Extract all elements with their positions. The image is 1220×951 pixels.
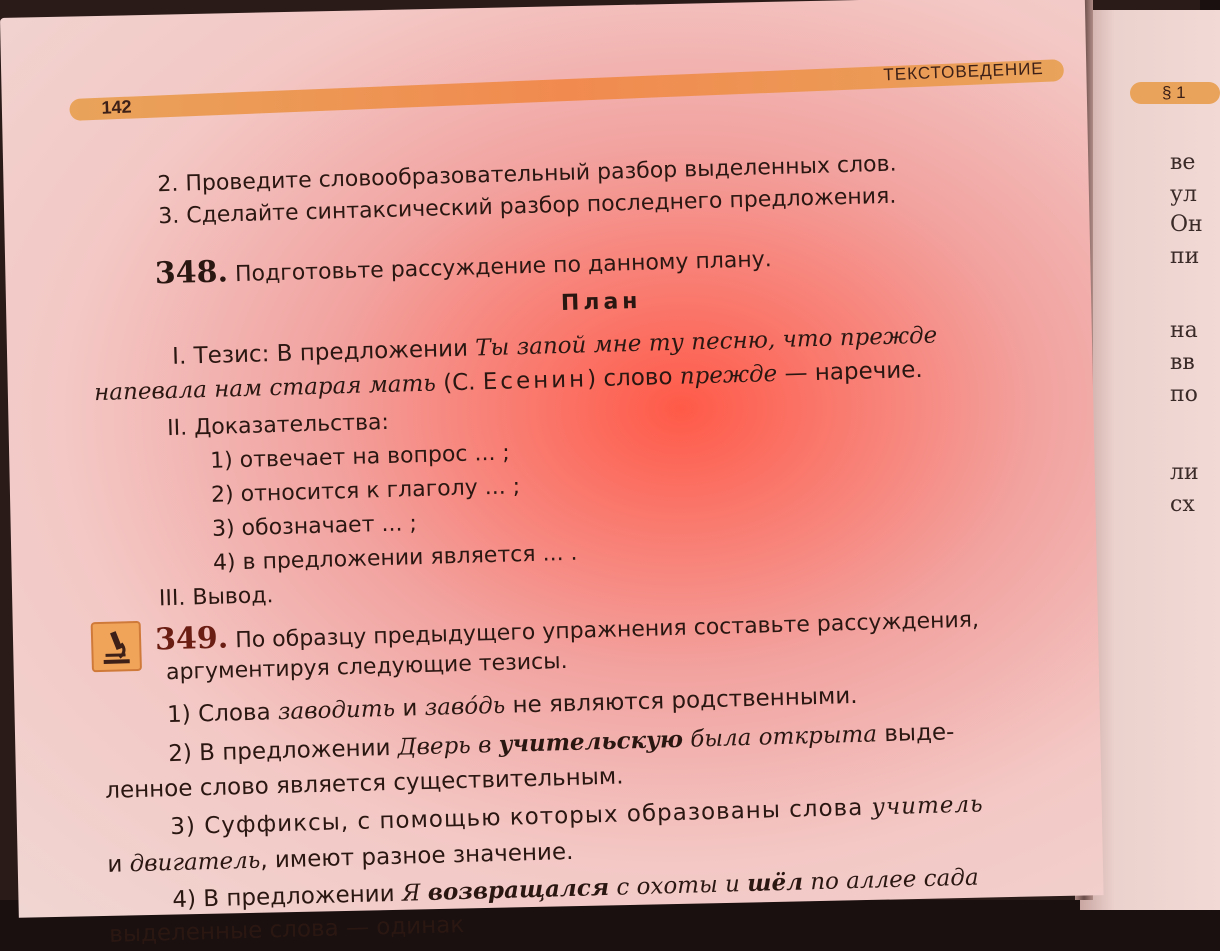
item-quote: Я	[401, 879, 429, 907]
evidence-label: II. Доказательства:	[166, 409, 390, 442]
right-fragment: на	[1170, 318, 1198, 343]
item-text: 3) Суффиксы, с помощью которых образованы слова	[169, 794, 872, 841]
right-fragment: ве	[1170, 150, 1196, 175]
evidence-item: 2) относится к глаголу ... ;	[210, 474, 521, 508]
item-word: учитель	[871, 791, 984, 821]
item-text: , имеют разное значение.	[259, 838, 574, 874]
conclusion-label: III. Вывод.	[158, 583, 274, 612]
item-text: 2) В предложении	[167, 734, 399, 768]
thesis-item	[168, 718, 955, 767]
thesis-quote: Ты запой мне ту песню, что прежде	[474, 322, 938, 362]
right-fragment: ул	[1170, 182, 1197, 207]
right-fragment: по	[1170, 382, 1198, 407]
thesis-author: Есенин	[482, 366, 588, 396]
item-word: двигатель	[129, 847, 261, 878]
item-quote: с охоты и	[608, 871, 748, 901]
evidence-item: 3) обозначает ... ;	[211, 511, 418, 542]
item-quote: Дверь в	[397, 731, 500, 761]
thesis-item	[170, 791, 984, 840]
item-text: 4) В предложении	[172, 880, 403, 914]
task-line: 3. Сделайте синтаксический разбор последнего предложения.	[157, 183, 897, 230]
task-line: 2. Проведите словообразовательный разбор выделенных слов.	[157, 151, 897, 198]
thesis-item-cont: выделенные слова — одинак	[108, 911, 465, 948]
right-page-section: § 1	[1162, 83, 1186, 102]
thesis-label: I. Тезис: В предложении	[171, 335, 476, 370]
right-fragment: ли	[1170, 460, 1199, 485]
right-fragment: вв	[1170, 350, 1195, 375]
item-text: не являются родственными.	[504, 682, 858, 719]
item-word: заводить	[277, 695, 396, 726]
exercise-number: 349.	[154, 620, 229, 658]
item-text: и	[394, 695, 426, 722]
right-fragment: сх	[1170, 492, 1195, 517]
right-fragment: пи	[1170, 244, 1200, 269]
thesis-word: прежде	[679, 361, 778, 390]
item-text: и	[107, 851, 131, 878]
item-highlight: шёл	[746, 868, 804, 898]
section-title: ТЕКСТОВЕДЕНИЕ	[883, 58, 1045, 85]
item-word: заво́дь	[424, 692, 506, 721]
exercise-instruction: По образцу предыдущего упражнения составьте рассуждения,	[234, 607, 980, 654]
thesis-text: (С.	[435, 369, 484, 397]
thesis-item-cont	[107, 839, 574, 878]
item-highlight: учительскую	[498, 725, 684, 758]
item-text: 1) Слова	[166, 699, 279, 729]
evidence-item: 4) в предложении является ... .	[212, 540, 578, 576]
exercise-instruction: Подготовьте рассуждение по данному плану.	[234, 247, 773, 288]
thesis-item	[167, 683, 858, 728]
thesis-item-cont: ленное слово является существительным.	[104, 763, 624, 804]
evidence-item: 1) отвечает на вопрос ... ;	[209, 440, 511, 474]
item-quote: была открыта	[682, 721, 878, 753]
thesis-text: — наречие.	[776, 356, 924, 388]
exercise-number: 348.	[154, 254, 229, 292]
item-text: выде-	[876, 719, 955, 748]
item-quote: по аллее сада	[802, 864, 979, 896]
microscope-icon	[91, 621, 142, 672]
thesis-quote: напевала нам старая мать	[93, 370, 437, 407]
thesis-text: ) слово	[586, 363, 681, 393]
item-highlight: возвращался	[427, 873, 610, 906]
exercise-348-heading	[154, 239, 772, 291]
plan-title: План	[560, 288, 642, 317]
page-number: 142	[101, 96, 132, 118]
right-fragment: Он	[1170, 212, 1203, 237]
exercise-instruction-cont: аргументируя следующие тезисы.	[165, 648, 568, 686]
